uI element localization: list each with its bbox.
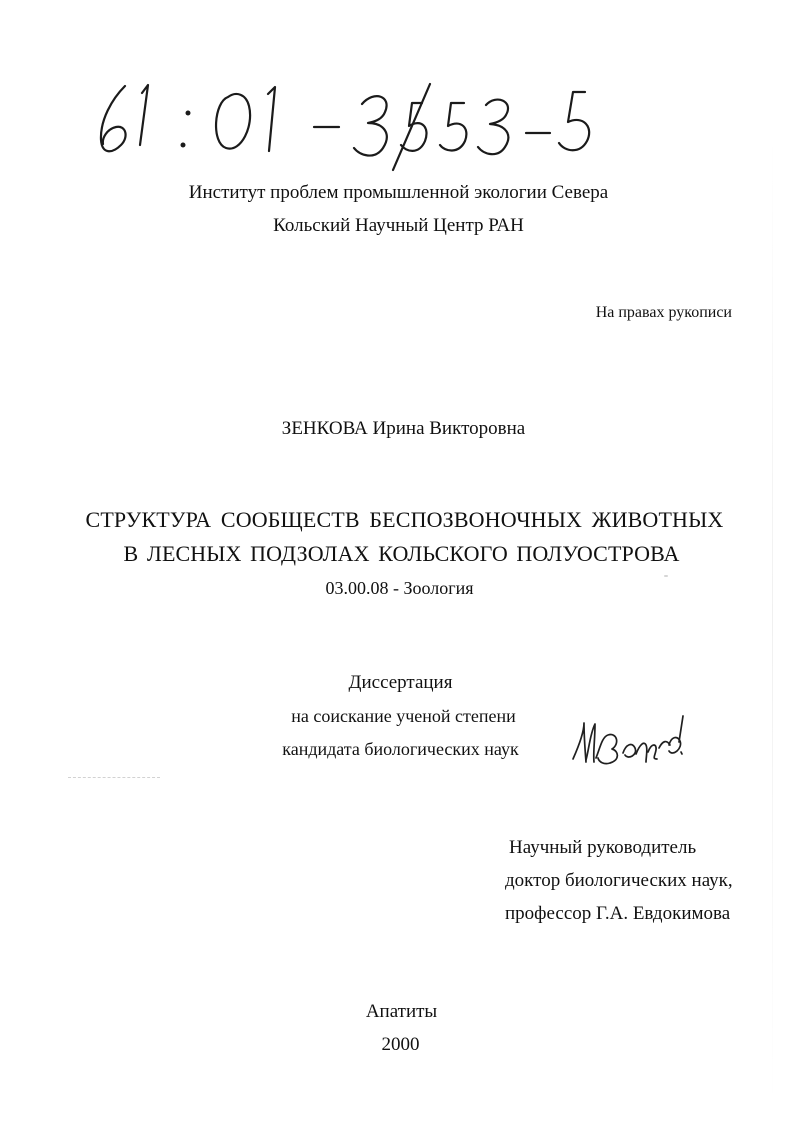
dissertation-title-line-1: СТРУКТУРА СООБЩЕСТВ БЕСПОЗВОНОЧНЫХ ЖИВОТНЫХ (85, 507, 724, 532)
advisor-degree: доктор биологических наук, (505, 870, 733, 891)
advisor-name: профессор Г.А. Евдокимова (505, 903, 731, 924)
handwritten-signature (568, 710, 690, 768)
manuscript-rights-note: На правах рукописи (595, 304, 732, 321)
degree-purpose-line: на соискание ученой степени (291, 706, 516, 726)
academic-advisor-label: Научный руководитель (509, 837, 697, 858)
dissertation-title-line-2: В ЛЕСНЫХ ПОДЗОЛАХ КОЛЬСКОГО ПОЛУОСТРОВА (123, 541, 680, 566)
scan-artifact-mark (664, 575, 668, 577)
publication-year: 2000 (381, 1034, 420, 1055)
signature-drawing (568, 710, 690, 768)
handwritten-catalog-code (92, 72, 592, 172)
specialty-code: 03.00.08 - Зоология (325, 578, 474, 598)
research-center-name: Кольский Научный Центр РАН (273, 215, 524, 236)
city-name: Апатиты (365, 1001, 438, 1022)
handwritten-catalog-code-drawing (92, 72, 592, 172)
institute-name: Институт проблем промышленной экологии Севера (188, 182, 609, 203)
scan-edge-shadow (772, 130, 773, 1110)
degree-name-line: кандидата биологических наук (282, 739, 519, 759)
scan-artifact-dashed-line (68, 777, 160, 778)
dissertation-label: Диссертация (348, 672, 453, 693)
author-name: ЗЕНКОВА Ирина Викторовна (281, 418, 526, 439)
